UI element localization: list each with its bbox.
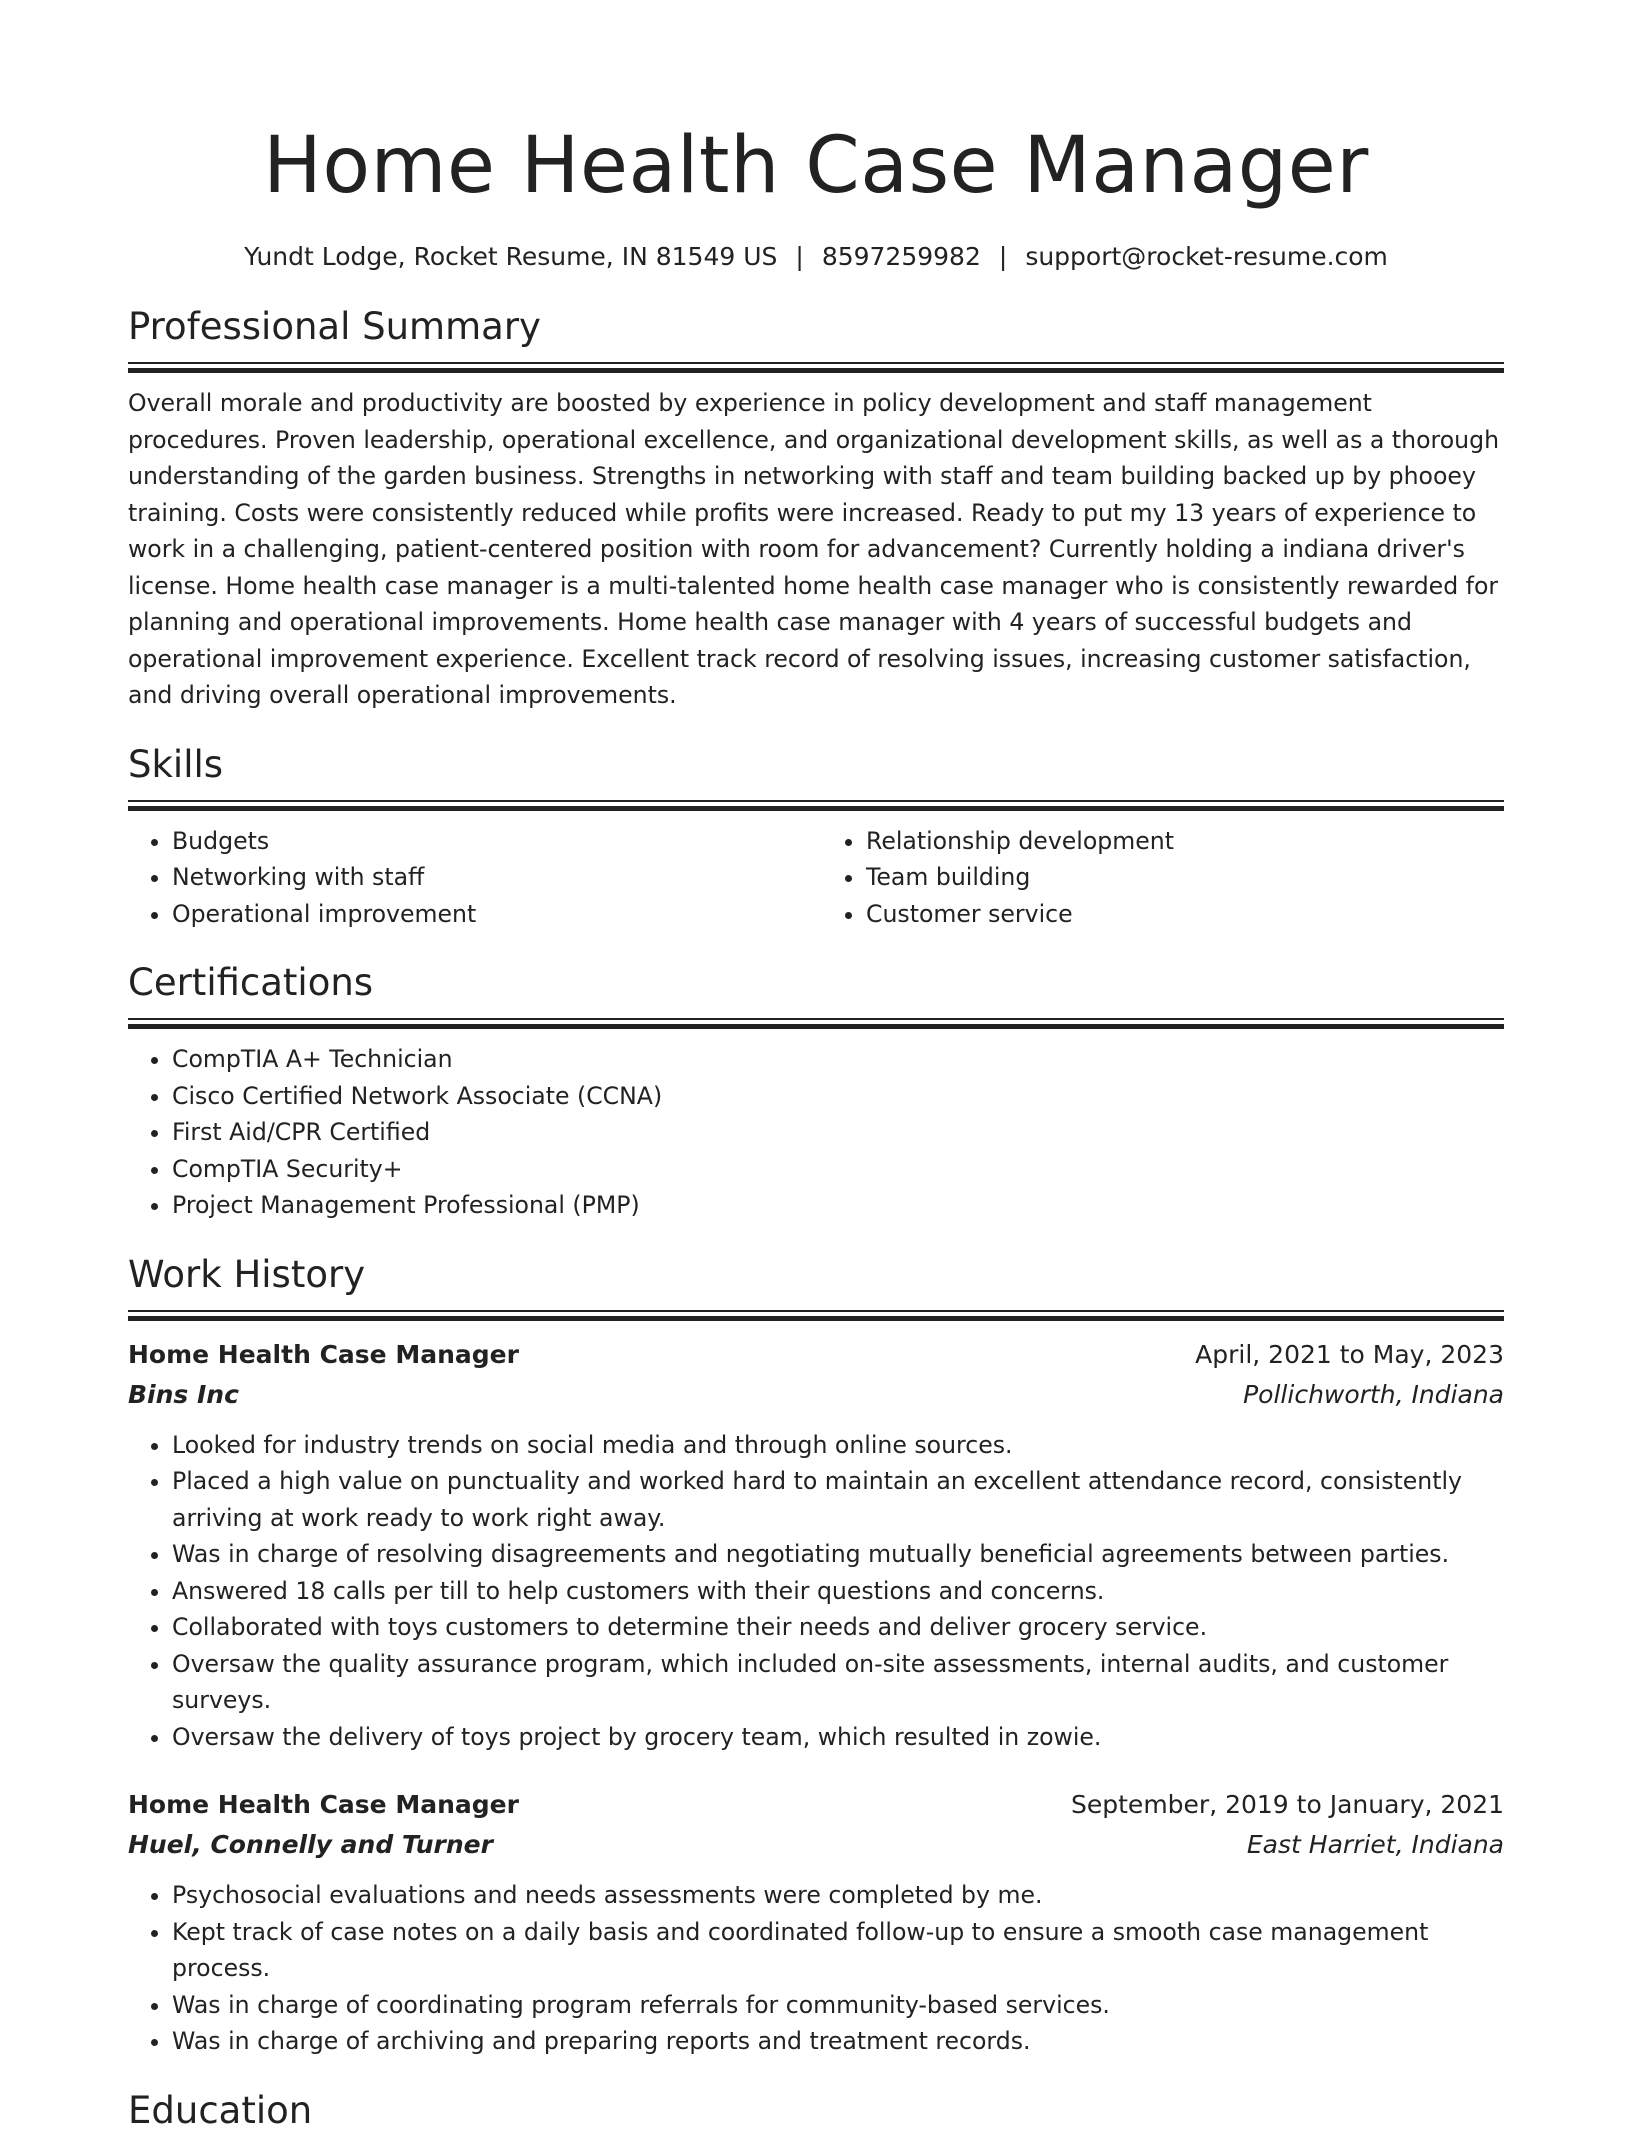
certifications-list	[128, 1041, 1504, 1224]
section-summary	[128, 302, 1504, 714]
contact-separator: |	[795, 242, 804, 271]
skill-item: • Customer service	[866, 896, 1504, 933]
job-entry	[128, 1335, 1504, 1756]
job-location: East Harriet, Indiana	[1246, 1830, 1504, 1859]
job-subheader	[128, 1375, 1504, 1415]
skill-item: • Relationship development	[866, 823, 1504, 860]
job-bullet: • Looked for industry trends on social media and through online sources.	[172, 1427, 1504, 1464]
job-bullet: • Answered 18 calls per till to help customers with their questions and concerns.	[172, 1573, 1504, 1610]
job-bullet: • Oversaw the delivery of toys project by grocery team, which resulted in zowie.	[172, 1719, 1504, 1756]
summary-text: Overall morale and productivity are boosted by experience in policy development and staff management procedures. Proven leadership, operational excellence, and organizational development skills, as well as a thorough understanding of the garden business. Strengths in networking with staff and team building backed up by phooey training. Costs were consistently reduced while profits were increased. Ready to put my 13 years of experience to work in a challenging, patient-centered position with room for advancement? Currently holding a indiana driver's license. Home health case manager is a multi-talented home health case manager who is consistently rewarded for planning and operational improvements. Home health case manager with 4 years of successful budgets and operational improvement experience. Excellent track record of resolving issues, increasing customer satisfaction, and driving overall operational improvements.	[128, 389, 1500, 709]
skills-list-right	[816, 823, 1504, 933]
skill-item: • Team building	[866, 859, 1504, 896]
job-bullet: • Collaborated with toys customers to determine their needs and deliver grocery service.	[172, 1609, 1504, 1646]
job-entry	[128, 1785, 1504, 2060]
contact-phone: 8597259982	[821, 242, 981, 271]
contact-address: Yundt Lodge, Rocket Resume, IN 81549 US	[244, 242, 778, 271]
section-heading-summary: Professional Summary	[128, 305, 541, 348]
job-bullets	[128, 1877, 1504, 2060]
job-location: Pollichworth, Indiana	[1243, 1379, 1504, 1409]
section-heading-education: Education	[128, 2088, 313, 2132]
section-heading-certifications: Certifications	[128, 961, 374, 1004]
job-header	[128, 1335, 1504, 1375]
contact-line	[128, 240, 1504, 274]
skills-columns	[128, 823, 1504, 933]
resume-title: Home Health Case Manager	[263, 121, 1369, 211]
section-certifications	[128, 958, 1504, 1224]
section-work-history	[128, 1250, 1504, 2060]
section-heading-skills: Skills	[128, 742, 224, 786]
job-bullet: • Oversaw the quality assurance program, which included on-site assessments, internal audits, and customer surveys.	[172, 1646, 1504, 1719]
job-bullets	[128, 1427, 1504, 1756]
skills-list-left	[128, 823, 816, 933]
job-bullet: • Placed a high value on punctuality and worked hard to maintain an excellent attendance record, consistently arriving at work ready to work right away.	[172, 1463, 1504, 1536]
job-title: Home Health Case Manager	[128, 1790, 519, 1819]
job-title: Home Health Case Manager	[128, 1339, 519, 1369]
certification-item: • Cisco Certified Network Associate (CCNA)	[172, 1078, 1504, 1115]
section-education	[128, 2086, 1504, 2136]
section-rule	[128, 800, 1504, 811]
job-dates: September, 2019 to January, 2021	[1071, 1790, 1504, 1819]
certification-item: • CompTIA A+ Technician	[172, 1041, 1504, 1078]
section-rule	[128, 1310, 1504, 1321]
job-dates: April, 2021 to May, 2023	[1195, 1339, 1504, 1369]
job-bullet: • Was in charge of coordinating program referrals for community-based services.	[172, 1987, 1504, 2024]
job-company: Huel, Connelly and Turner	[128, 1830, 493, 1859]
contact-email: support@rocket-resume.com	[1025, 242, 1388, 271]
section-rule	[128, 362, 1504, 373]
resume-page	[128, 0, 1504, 2136]
job-header	[128, 1785, 1504, 1825]
certification-item: • CompTIA Security+	[172, 1151, 1504, 1188]
certification-item: • Project Management Professional (PMP)	[172, 1187, 1504, 1224]
certification-item: • First Aid/CPR Certified	[172, 1114, 1504, 1151]
skill-item: • Budgets	[172, 823, 816, 860]
contact-separator: |	[998, 242, 1008, 271]
skill-item: • Networking with staff	[172, 859, 816, 896]
job-bullet: • Was in charge of resolving disagreements and negotiating mutually beneficial agreements between parties.	[172, 1536, 1504, 1573]
section-rule	[128, 1018, 1504, 1029]
job-bullet: • Was in charge of archiving and preparing reports and treatment records.	[172, 2023, 1504, 2060]
job-subheader	[128, 1825, 1504, 1865]
job-company: Bins Inc	[128, 1379, 239, 1409]
job-bullet: • Kept track of case notes on a daily basis and coordinated follow-up to ensure a smooth case management process.	[172, 1914, 1504, 1987]
section-skills	[128, 740, 1504, 933]
section-heading-work: Work History	[128, 1252, 366, 1296]
job-bullet: • Psychosocial evaluations and needs assessments were completed by me.	[172, 1877, 1504, 1914]
skill-item: • Operational improvement	[172, 896, 816, 933]
